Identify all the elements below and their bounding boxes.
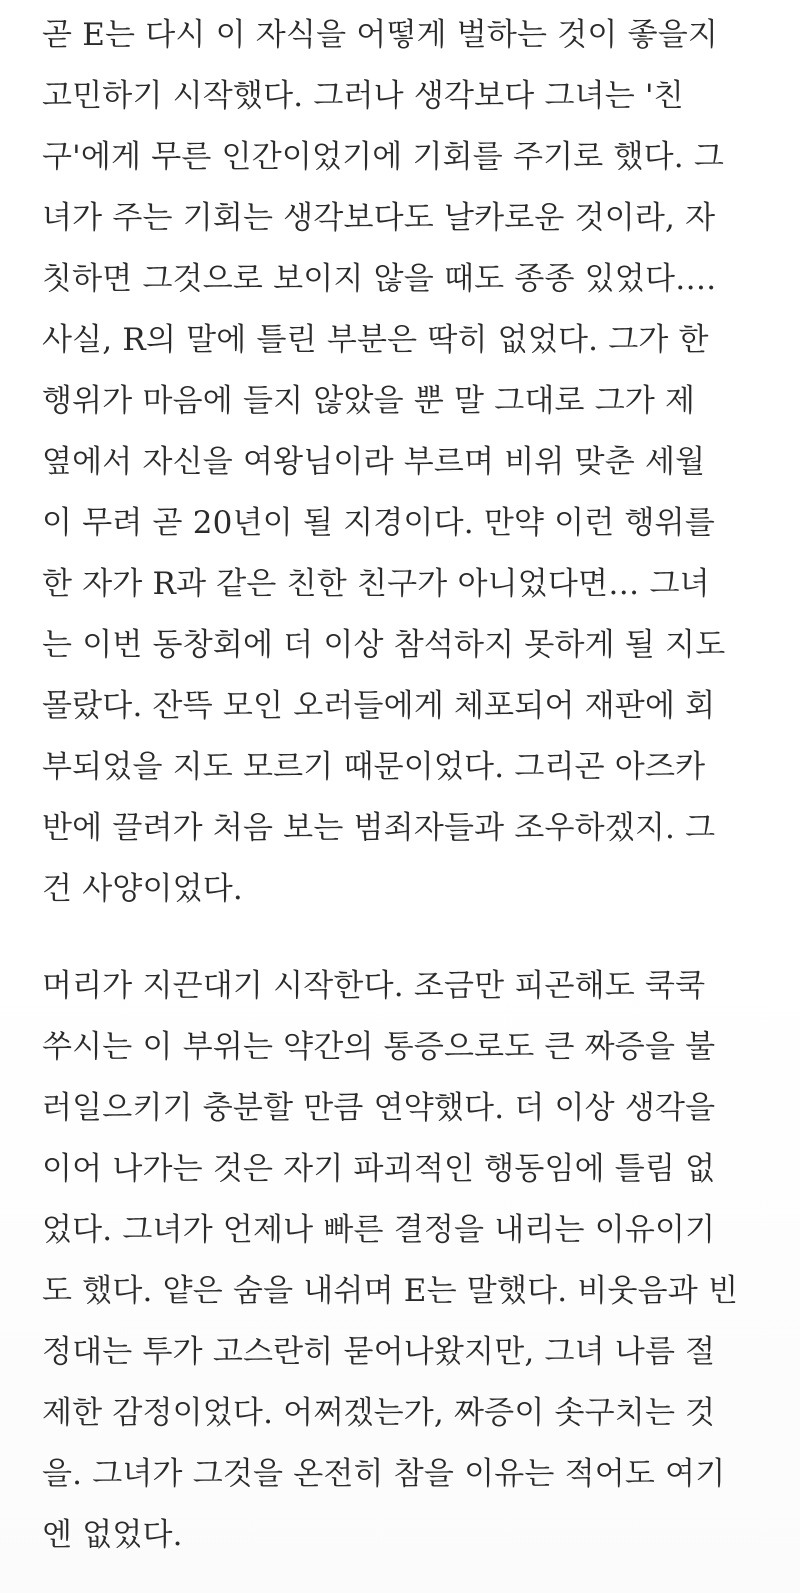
text-line: 곧 E는 다시 이 자식을 어떻게 벌하는 것이 좋을지 [42, 17, 719, 53]
text-line: 부되었을 지도 모르기 때문이었다. 그리곤 아즈카 [42, 749, 706, 785]
text-line: 사실, R의 말에 틀린 부분은 딱히 없었다. 그가 한 [42, 322, 709, 358]
text-line: 이 무려 곧 20년이 될 지경이다. 만약 이런 행위를 [42, 505, 715, 541]
paragraph-1 [42, 5, 762, 920]
text-line: 쑤시는 이 부위는 약간의 통증으로도 큰 짜증을 불 [42, 1029, 716, 1065]
paragraph-2 [42, 956, 762, 1566]
text-line: 머리가 지끈대기 시작한다. 조금만 피곤해도 쿡쿡 [42, 968, 706, 1004]
text-line: 건 사양이었다. [42, 871, 243, 907]
text-line: 정대는 투가 고스란히 묻어나왔지만, 그녀 나름 절 [42, 1334, 716, 1370]
text-line: 몰랐다. 잔뜩 모인 오러들에게 체포되어 재판에 회 [42, 688, 716, 724]
text-line: 도 했다. 얕은 숨을 내쉬며 E는 말했다. 비웃음과 빈 [42, 1273, 739, 1309]
text-line: 구'에게 무른 인간이었기에 기회를 주기로 했다. 그 [42, 139, 725, 175]
text-line: 제한 감정이었다. 어쩌겠는가, 짜증이 솟구치는 것 [42, 1395, 716, 1431]
text-line: 이어 나가는 것은 자기 파괴적인 행동임에 틀림 없 [42, 1151, 716, 1187]
text-line: 칫하면 그것으로 보이지 않을 때도 종종 있었다…. [42, 261, 717, 297]
text-line: 행위가 마음에 들지 않았을 뿐 말 그대로 그가 제 [42, 383, 696, 419]
text-line: 는 이번 동창회에 더 이상 참석하지 못하게 될 지도 [42, 627, 726, 663]
text-line: 었다. 그녀가 언제나 빠른 결정을 내리는 이유이기 [42, 1212, 716, 1248]
text-line: 한 자가 R과 같은 친한 친구가 아니었다면… 그녀 [42, 566, 710, 602]
text-line: 녀가 주는 기회는 생각보다도 날카로운 것이라, 자 [42, 200, 716, 236]
text-line: 러일으키기 충분할 만큼 연약했다. 더 이상 생각을 [42, 1090, 716, 1126]
text-line: 옆에서 자신을 여왕님이라 부르며 비위 맞춘 세월 [42, 444, 706, 480]
text-line: 반에 끌려가 처음 보는 범죄자들과 조우하겠지. 그 [42, 810, 716, 846]
text-line: 을. 그녀가 그것을 온전히 참을 이유는 적어도 여기 [42, 1456, 726, 1492]
text-line: 엔 없었다. [42, 1517, 183, 1553]
text-line: 고민하기 시작했다. 그러나 생각보다 그녀는 '친 [42, 78, 684, 114]
